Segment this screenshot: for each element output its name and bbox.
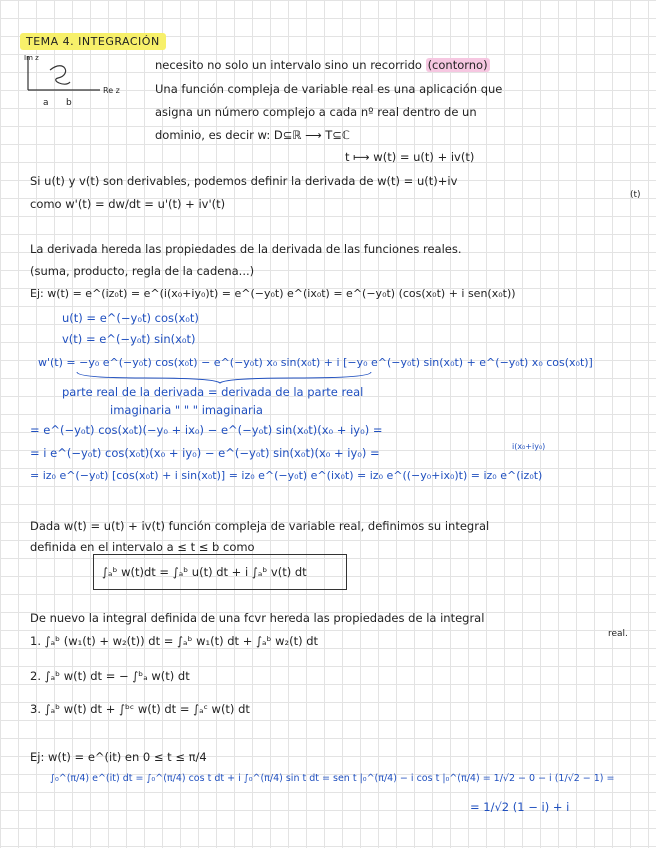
example1-result-3: = iz₀ e^(−y₀t) [cos(x₀t) + i sin(x₀t)] = iz₀ e^(−y₀t) e^(ix₀t) = iz₀ e^((−y₀+ix₀)t) = iz₀ e^(iz₀t) (30, 469, 543, 482)
intro-line-1 (155, 58, 490, 72)
intro-text-1: necesito no solo un intervalo sino un recorrido (155, 58, 422, 72)
re-axis-label: Re z (103, 86, 120, 95)
int-prop-3: 3. ∫ₐᵇ w(t) dt + ∫ᵇᶜ w(t) dt = ∫ₐᶜ w(t) dt (30, 702, 250, 716)
example2-line-1: Ej: w(t) = e^(it) en 0 ≤ t ≤ π/4 (30, 750, 207, 764)
page-title: TEMA 4. INTEGRACIÓN (20, 33, 166, 50)
example1-result-2: = i e^(−y₀t) cos(x₀t)(x₀ + iy₀) − e^(−y₀t) sin(x₀t)(x₀ + iy₀) = (30, 446, 380, 460)
intro-line-3: asigna un número complejo a cada nº real dentro de un (155, 105, 477, 119)
intro-line-2: Una función compleja de variable real es una aplicación que (155, 82, 503, 96)
underbrace-real (75, 370, 375, 384)
example1-line-1: Ej: w(t) = e^(iz₀t) = e^(i(x₀+iy₀)t) = e^(−y₀t) e^(ix₀t) = e^(−y₀t) (cos(x₀t) + i sen(x₀t)) (30, 287, 516, 300)
example1-wprime: w'(t) = −y₀ e^(−y₀t) cos(x₀t) − e^(−y₀t) x₀ sin(x₀t) + i [−y₀ e^(−y₀t) sin(x₀t) + e^(−y₀t) x₀ cos(x₀t)] (38, 356, 593, 369)
props-line-2: (suma, producto, regla de la cadena...) (30, 264, 255, 278)
intro-line-4: dominio, es decir w: D⊆ℝ ⟶ T⊆ℂ (155, 128, 350, 142)
deriv-line-1-sup: (t) (630, 190, 641, 200)
int-prop-2: 2. ∫ₐᵇ w(t) dt = − ∫ᵇₐ w(t) dt (30, 669, 190, 683)
props-line-1: La derivada hereda las propiedades de la derivada de las funciones reales. (30, 242, 462, 256)
integral-definition-box (93, 554, 347, 590)
contorno-highlight: (contorno) (427, 58, 488, 72)
int-props-line-1: De nuevo la integral definida de una fcvr hereda las propiedades de la integral (30, 611, 485, 625)
deriv-line-2: como w'(t) = dw/dt = u'(t) + iv'(t) (30, 197, 226, 211)
integral-line-2: definida en el intervalo a ≤ t ≤ b como (30, 540, 255, 554)
integral-line-1: Dada w(t) = u(t) + iv(t) función compleja de variable real, definimos su integral (30, 519, 490, 533)
example2-line-2: ∫₀^(π/4) e^(it) dt = ∫₀^(π/4) cos t dt + i ∫₀^(π/4) sin t dt = sen t |₀^(π/4) − i cos t |₀^(π/4) = 1/√2 − 0 − i (1/√2 − 1) = (50, 773, 615, 784)
integral-definition: ∫ₐᵇ w(t)dt = ∫ₐᵇ u(t) dt + i ∫ₐᵇ v(t) dt (102, 565, 307, 579)
example1-note-2: imaginaria " " " imaginaria (110, 403, 263, 417)
b-label: b (66, 98, 72, 108)
deriv-line-1: Si u(t) y v(t) son derivables, podemos definir la derivada de w(t) = u(t)+iv (30, 174, 458, 188)
example2-line-3: = 1/√2 (1 − i) + i (470, 800, 570, 814)
example1-result-1: = e^(−y₀t) cos(x₀t)(−y₀ + ix₀) − e^(−y₀t) sin(x₀t)(x₀ + iy₀) = (30, 423, 383, 437)
im-axis-label: Im z (24, 54, 39, 62)
a-label: a (43, 98, 49, 108)
intro-line-5: t ⟼ w(t) = u(t) + iv(t) (345, 150, 475, 164)
example1-result-2-sup: i(x₀+iy₀) (512, 442, 546, 451)
example1-u: u(t) = e^(−y₀t) cos(x₀t) (62, 311, 199, 325)
int-props-line-1-sup: real. (608, 629, 628, 639)
example1-v: v(t) = e^(−y₀t) sin(x₀t) (62, 332, 196, 346)
example1-note-1: parte real de la derivada = derivada de la parte real (62, 385, 364, 399)
int-prop-1: 1. ∫ₐᵇ (w₁(t) + w₂(t)) dt = ∫ₐᵇ w₁(t) dt + ∫ₐᵇ w₂(t) dt (30, 634, 319, 648)
